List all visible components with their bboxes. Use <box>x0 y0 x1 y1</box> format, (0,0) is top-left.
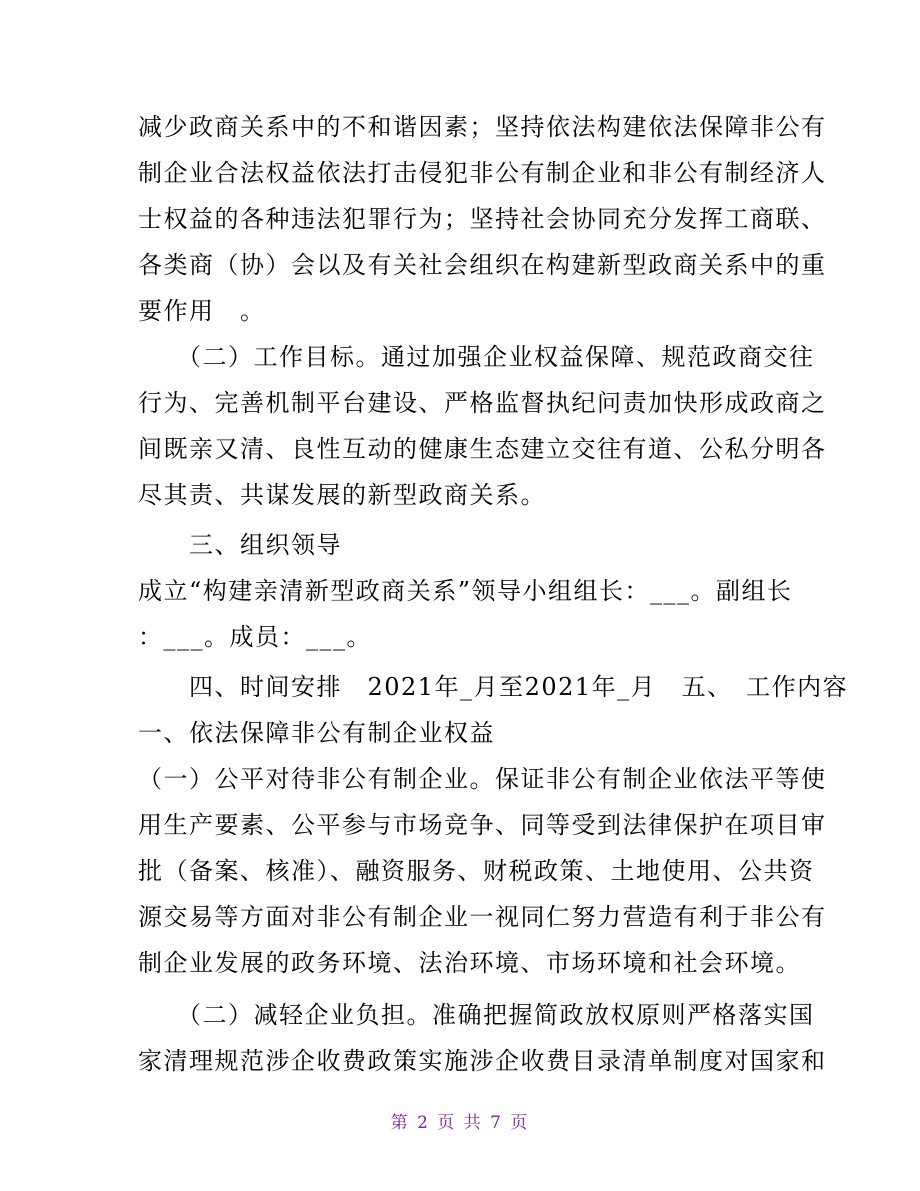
text-line: 减少政商关系中的不和谐因素；坚持依法构建依法保障非公有 <box>138 113 827 141</box>
text-line: （一）公平对待非公有制企业。保证非公有制企业依法平等使 <box>138 765 827 793</box>
text-line: 成立“构建亲清新型政商关系”领导小组组长：___。副组长 <box>138 577 793 605</box>
text-line: 用生产要素、公平参与市场竞争、同等受到法律保护在项目审 <box>138 811 827 839</box>
text-line: 士权益的各种违法犯罪行为；坚持社会协同充分发挥工商联、 <box>138 205 827 233</box>
text-line: （二）减轻企业负担。准确把握简政放权原则严格落实国 <box>138 1001 815 1029</box>
text-line: 各类商（协）会以及有关社会组织在构建新型政商关系中的重 <box>138 251 827 279</box>
text-line: ：___。成员：___。 <box>138 623 372 651</box>
text-line: 尽其责、共谋发展的新型政商关系。 <box>138 481 546 509</box>
text-line: 源交易等方面对非公有制企业一视同仁努力营造有利于非公有 <box>138 903 827 931</box>
page-number-footer: 第 2 页 共 7 页 <box>390 1113 530 1133</box>
text-line: 间既亲又清、良性互动的健康生态建立交往有道、公私分明各 <box>138 435 827 463</box>
text-line: 制企业发展的政务环境、法治环境、市场环境和社会环境。 <box>138 949 801 977</box>
text-line: 制企业合法权益依法打击侵犯非公有制企业和非公有制经济人 <box>138 159 827 187</box>
section-heading: 一、依法保障非公有制企业权益 <box>138 719 495 747</box>
text-line: 四、时间安排 2021年_月至2021年_月 五、 工作内容 <box>138 673 849 701</box>
text-line: 行为、完善机制平台建设、严格监督执纪问责加快形成政商之 <box>138 389 827 417</box>
text-line: 批（备案、核准）、融资服务、财税政策、土地使用、公共资 <box>138 857 815 885</box>
text-line: 家清理规范涉企收费政策实施涉企收费目录清单制度对国家和 <box>138 1047 827 1075</box>
text-line: 要作用 。 <box>138 297 266 325</box>
section-heading: 三、组织领导 <box>138 531 342 559</box>
text-line: （二）工作目标。通过加强企业权益保障、规范政商交往 <box>138 343 815 371</box>
